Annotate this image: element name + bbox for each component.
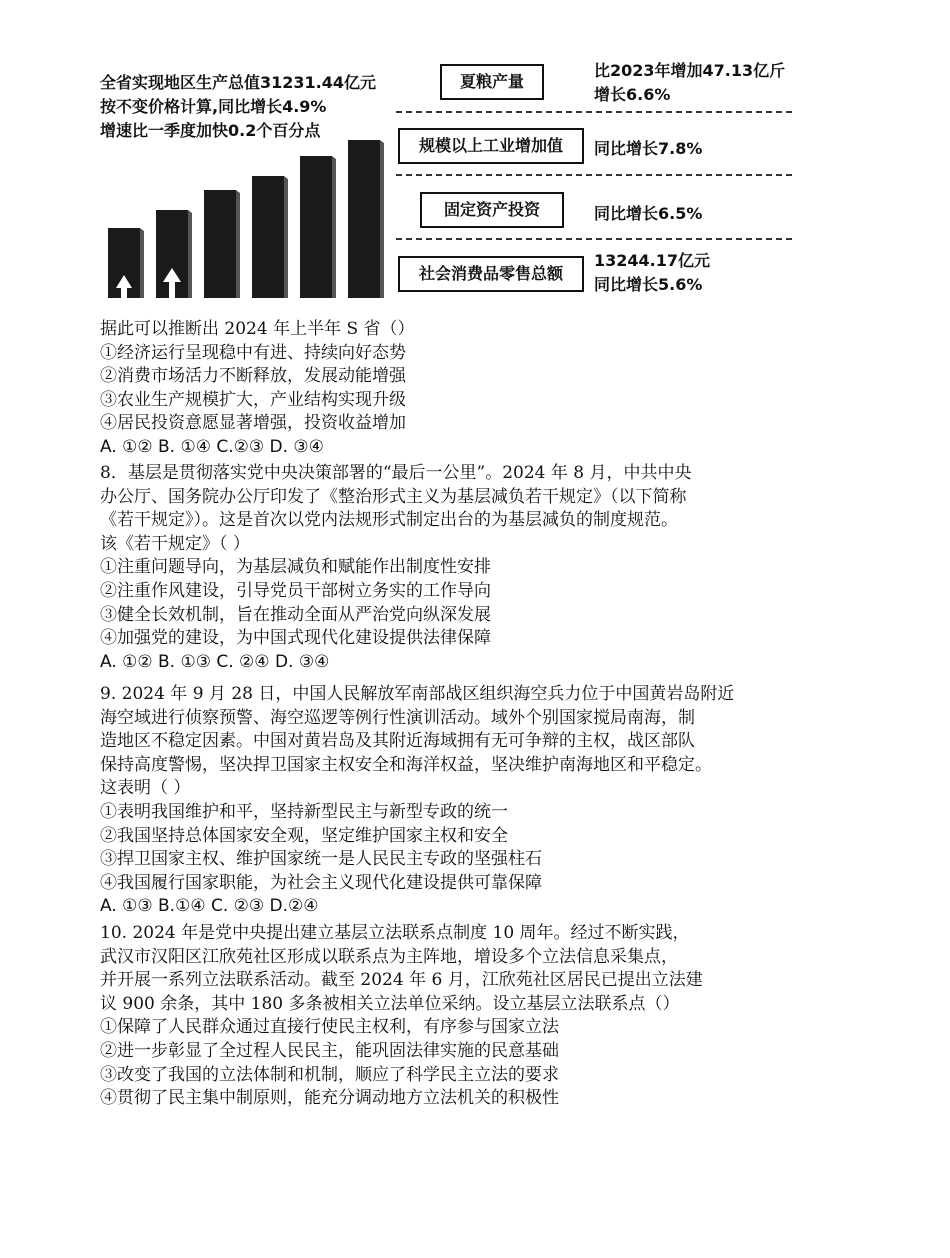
question-line: 造地区不稳定因素。中国对黄岩岛及其附近海域拥有无可争辩的主权，战区部队 (100, 731, 695, 752)
option-3: ③健全长效机制，旨在推动全面从严治党向纵深发展 (100, 604, 491, 625)
option-4: ④贯彻了民主集中制原则，能充分调动地方立法机关的积极性 (100, 1088, 559, 1109)
question-line: 这表明（ ） (100, 778, 191, 799)
answer-choices: A. ①② B. ①④ C.②③ D. ③④ (100, 436, 324, 457)
answer-choices: A. ①② B. ①③ C. ②④ D. ③④ (100, 651, 330, 672)
question-line: 《若干规定》）。这是首次以党内法规形式制定出台的为基层减负的制度规范。 (100, 510, 678, 531)
bar-1 (108, 228, 144, 298)
question-line: 并开展一系列立法联系活动。截至 2024 年 6 月，江欣苑社区居民已提出立法建 (100, 970, 703, 991)
question-line: 海空域进行侦察预警、海空巡逻等例行性演训活动。域外个别国家搅局南海，制 (100, 707, 695, 728)
retail-value-2: 同比增长5.6% (594, 275, 703, 294)
option-2: ②消费市场活力不断释放，发展动能增强 (100, 366, 406, 387)
option-1: ①保障了人民群众通过直接行使民主权利，有序参与国家立法 (100, 1017, 559, 1038)
option-2: ②进一步彰显了全过程人民民主，能巩固法律实施的民意基础 (100, 1040, 559, 1061)
question-line: 10. 2024 年是党中央提出建立基层立法联系点制度 10 周年。经过不断实践， (100, 923, 690, 943)
option-3: ③捍卫国家主权、维护国家统一是人民民主专政的坚强柱石 (100, 849, 542, 870)
bar-4 (252, 176, 288, 298)
option-2: ②我国坚持总体国家安全观，坚定维护国家主权和安全 (100, 825, 508, 846)
gdp-line-1: 全省实现地区生产总值31231.44亿元 (100, 73, 377, 92)
label-box-fixed-asset-investment: 固定资产投资 (420, 192, 564, 228)
question-8 (100, 462, 890, 674)
divider (396, 111, 792, 113)
investment-value: 同比增长6.5% (594, 204, 703, 223)
question-stem: 据此可以推断出 2024 年上半年 S 省（） (100, 319, 415, 339)
option-4: ④居民投资意愿显著增强，投资收益增加 (100, 413, 406, 434)
gdp-line-3: 增速比一季度加快0.2个百分点 (100, 121, 321, 140)
question-line: 保持高度警惕，坚决捍卫国家主权安全和海洋权益，坚决维护南海地区和平稳定。 (100, 754, 712, 775)
industrial-value: 同比增长7.8% (594, 139, 703, 158)
option-1: ①表明我国维护和平，坚持新型民主与新型专政的统一 (100, 801, 508, 822)
option-1: ①注重问题导向，为基层减负和赋能作出制度性安排 (100, 557, 491, 578)
question-line: 武汉市汉阳区江欣苑社区形成以联系点为主阵地，增设多个立法信息采集点， (100, 946, 678, 967)
summer-grain-value-1: 比2023年增加47.13亿斤 (594, 61, 786, 80)
option-3: ③农业生产规模扩大，产业结构实现升级 (100, 389, 406, 410)
bar-6 (348, 140, 384, 298)
question-7 (100, 318, 890, 460)
label-box-retail-sales: 社会消费品零售总额 (398, 256, 584, 292)
answer-choices: A. ①③ B.①④ C. ②③ D.②④ (100, 896, 319, 917)
option-1: ①经济运行呈现稳中有进、持续向好态势 (100, 342, 406, 363)
retail-value-1: 13244.17亿元 (594, 251, 711, 270)
bar-2 (156, 210, 192, 298)
question-line: 9. 2024 年 9 月 28 日，中国人民解放军南部战区组织海空兵力位于中国黄岩岛附近 (100, 684, 735, 704)
option-4: ④我国履行国家职能，为社会主义现代化建设提供可靠保障 (100, 872, 542, 893)
divider (396, 238, 792, 240)
bar-3 (204, 190, 240, 298)
question-line: 办公厅、国务院办公厅印发了《整治形式主义为基层减负若干规定》（以下简称 (100, 486, 687, 507)
question-line: 8．基层是贯彻落实党中央决策部署的“最后一公里”。2024 年 8 月，中共中央 (100, 463, 692, 483)
question-line: 该《若干规定》（ ） (100, 533, 250, 554)
question-line: 议 900 余条，其中 180 多条被相关立法单位采纳。设立基层立法联系点（） (100, 993, 680, 1014)
option-3: ③改变了我国的立法体制和机制，顺应了科学民主立法的要求 (100, 1064, 559, 1085)
bar-5 (300, 156, 336, 298)
option-4: ④加强党的建设，为中国式现代化建设提供法律保障 (100, 628, 491, 649)
label-box-industrial-value-added: 规模以上工业增加值 (398, 128, 584, 164)
question-10 (100, 922, 890, 1111)
summer-grain-value-2: 增长6.6% (594, 85, 671, 104)
gdp-line-2: 按不变价格计算,同比增长4.9% (100, 97, 327, 116)
question-9 (100, 683, 890, 919)
gdp-bar-graphic (100, 130, 390, 300)
option-2: ②注重作风建设，引导党员干部树立务实的工作导向 (100, 580, 491, 601)
divider (396, 174, 792, 176)
statistics-figure (0, 0, 950, 300)
label-box-summer-grain: 夏粮产量 (440, 64, 544, 100)
